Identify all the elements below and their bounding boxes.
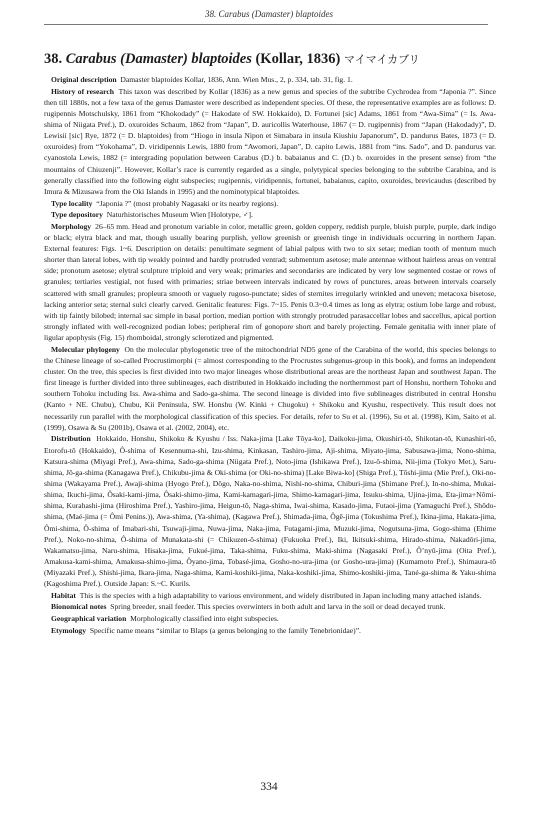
section-text: This taxon was described by Kollar (1836) as a new genus and species of the subtribe Cychrodea from “Japonia ?”. Since then till 1880s, not a few taxa of the genus Damaster were described as independent species. Of these, the representative examples are as follows: D. rugipennis Motschulsky, 1861 from “Khokodady” (= Hakodate of SW. Hokkaido), D. Fortunei [sic] Adams, 1861 from “Awa-Sima” (= Is. Awa-shima of Niigata Pref.), D. oxuroides Schaum, 1862 from “Japan”, D. auricollis Waterhouse, 1867 (= D. rugipennis) from “Japan (Hakodady)”, D. Lewisii [sic] Rye, 1872 (= D. blaptoides) from “Hiogo in insula Nipon et Simabara in insula Kiushiu Japanorum”, D. pandurus Bates, 1873 (= D. oxuroides) from “Yokohama”, D. viridipennis Lewis, 1880 from “Awomori, Japan”, D. capito Lewis, 1881 from “ins. Sado”, and D. pandurus var. cyanostola Lewis, 1882 (= intergrading population between Carabus (D.) b. babaianus and C. (D.) b. oxuroides in the present sense) from “the mountains of Chiuzenji”. However, Kollar’s race is currently regarded as a single, polytypical species belonging to the subtribe Carabina, and is generally classified into the following eight subspecies; rugipennis, viridipennis, fortunei, babaianus, capito, oxuroides, brevicaudus (described by Imura & Mizusawa from the Oki Islands in 1995) and the nominotypical blaptoides. [44,86,497,196]
species-scientific-name: Carabus (Damaster) blaptoides [65,51,252,67]
section-label: Type locality [51,198,93,208]
section-original-description [44,74,496,85]
section-history-of-research [44,86,496,198]
section-label: Morphology [51,221,92,231]
section-bionomical-notes [44,601,496,612]
section-label: Bionomical notes [51,602,107,612]
section-habitat [44,590,496,601]
section-text: Spring breeder, snail feeder. This species overwinters in both adult and larva in the soil or dead decayed trunk. [110,602,446,612]
section-text: Damaster blaptoides Kollar, 1836, Ann. Wien Mus., 2, p. 334, tab. 31, fig. 1. [120,75,353,84]
section-morphology [44,221,496,344]
page-number: 334 [260,781,278,793]
section-label: Molecular phylogeny [51,344,120,354]
section-label: Etymology [51,625,87,635]
section-type-depository [44,209,496,220]
section-text: 26–65 mm. Head and pronotum variable in color, metallic green, golden coppery, reddish purple, bluish purple, purple, dark indigo or black; elytra black and mat, though usually bearing purplish, yellow greenish or greenish tinge in individuals occurring in northern Japan. External features: Figs. 1~6. Description on details: penultimate segment of labial palpus with two to six setae; median tooth of mentum much shorter than lateral lobes, with tip weakly pointed and hardly protruded ventrad; submentum asetose; male antennae without hairless areas on ventral side; pronotum asetose; elytral sculpture triploid and very weak; primaries and secondaries are indicated by very low segmented costae or rows of granules; tertiaries vestigial, not fused with primaries; striae between intervals indicated by rows of punctures, areas between intervals coarsely scattered with small granules; propleura smooth or vaguely rugoso-punctate; sides of sternites irregularly wrinkled and uneven; metacoxa bisetose, lacking anterior seta; sternal sulci clearly carved. Genitalic features: Figs. 7~15. Penis 0.3~0.4 times as long as elytra; ostium lobe large and robust, with tip faintly bilobed; internal sac simple in basal portion, median portion with strongly protruded parasaccellar lobes and saccellus, apical portion strongly inflated with well-recognized podian lobes; peripheral rim of gonopore short and barely projecting. Female genitalia with inner plate of ligular apophysis (Fig. 15) rhomboidal, strongly sclerotized and pigmented. [44,221,497,343]
section-geographical-variation [44,613,496,624]
section-label: Type depository [51,210,103,220]
section-text: Morphologically classified into eight subspecies. [130,614,279,624]
species-number: 38. [44,51,63,67]
species-title [44,50,494,69]
section-label: History of research [51,86,114,96]
section-text: Naturhistorisches Museum Wien [Holotype, ♂]. [106,210,253,220]
section-text: Specific name means “similar to Blaps (a genus belonging to the family Tenebrionidae)”. [89,625,361,635]
running-head: 38. Carabus (Damaster) blaptoides [205,9,333,19]
section-label: Geographical variation [51,614,127,624]
section-label: Distribution [51,434,91,444]
header-rule [44,24,488,25]
section-text: “Japonia ?” (most probably Nagasaki or its nearby regions). [96,198,279,208]
section-type-locality [44,198,496,209]
section-molecular-phylogeny [44,344,496,433]
species-account-body [44,74,496,636]
section-label: Habitat [51,590,76,600]
section-text: This is the species with a high adaptability to various environment, and widely distributed in Japan including many attached islands. [79,590,482,600]
section-text: Hokkaido, Honshu, Shikoku & Kyushu / Iss. Naka-jima [Lake Tôya-ko], Daikoku-jima, Okushiri-tô, Shikotan-tô, Kunashiri-tô, Etorofu-tô (Hokkaido), Ô-shima of Kesennuma-shi, Izu-shima, Kinkasan, Tashiro-jima, Aji-shima, Miyato-jima, Sabusawa-jima, Nono-shima, Katsura-shima (Miyagi Pref.), Awa-shima, Sado-ga-shima (Niigata Pref.), Noto-jima (Ishikawa Pref.), Izu-ô-shima, Nii-jima (Tokyo Met.), Saru-shima, Jô-ga-shima (Kanagawa Pref.), Chikubu-jima & Oki-shima (or Oki-no-shima) [Lake Biwa-ko] (Shiga Pref.), Tôshi-jima (Mie Pref.), Oki-no-shima (Wakayama Pref.), Awaji-shima (Hyogo Pref.), Dôgo, Naka-no-shima, Nishi-no-shima, Chiburi-jima (Shimane Pref.), In-no-shima, Mukai-shima, Ikuchi-jima, Ôsaki-kami-jima, Ôsaki-shimo-jima, Kami-kamagari-jima, Shimo-kamagari-jima, Itsuku-shima, Ujina-jima, Eta-jima+Nômi-shima, Kurahashi-jima (Hiroshima Pref.), Yashiro-jima, Heigun-tô, Naga-shima, Iwai-shima, Kasado-jima, Futaoi-jima (Yamaguchi Pref.), Shôdo-shima, (Maé-jima (= Ômi Penins.)), Awa-shima, (Ya-shima), (Kagawa Pref.), Shimada-jima, Ôgê-jima (Tokushima Pref.), Ikina-jima, Hakata-jima, Ômi-shima, Ô-shima of Imabari-shi, Tsuwaji-jima, Nuwa-jima, Naka-jima, Futagami-jima, Muzuki-jima, Nogutsuna-jima, Gogo-shima (Ehime Pref.), Noko-no-shima, Ô-shima of Munakata-shi (= Chikuzen-ô-shima) (Fukuoka Pref.), Iki, Ikitsuki-shima, Hirado-shima, Nakadôri-jima, Wakamatsu-jima, Naru-shima, Hisaka-jima, Fukué-jima, Taka-shima, Fuku-shima, Maki-shima (Nagasaki Pref.), Ô’nyû-jima (Oita Pref.), Amakusa-kami-shima, Amakusa-shimo-jima, Ôyano-jima, Tobasé-jima, Gosho-no-ura-jima (or Gosho-ura-jima) (Kumamoto Pref.), Shimaura-tô (Miyazaki Pref.), Shishi-jima, Ikara-jima, Naga-shima, Kami-koshiki-jima, Naka-koshiki-jima, Shimo-koshiki-jima, Tané-ga-shima & Yaku-shima (Kagoshima Pref.). Outside Japan: S.~C. Kurils. [44,434,496,589]
species-japanese-name: マイマイカブリ [343,53,420,66]
section-text: On the molecular phylogenetic tree of the mitochondrial ND5 gene of the Carabina of the world, this species belongs to the Chinese lineage of so-called Procrustimorphi (= almost corresponding to the Procrustes subgenus-group in this book), and forms an independent cluster. On the tree, this species is first divided into two major lineages whose distributional areas are the northeast Japan and southwest Japan. The first lineage is further divided into three sublineages, each distributed in Hokkaido including the northernmost part of Honshu, northern Tohoku and southern Tohoku including Iss. Awa-shima and Sado-ga-shima. The second lineage is divided into five sublineages distributed in central Honshu (Kanto + NE. Chubu), Chubu, Kii Peninsula, SW. Honshu (W. Kinki + Chugoku) + Shikoku and Kyushu, respectively. This result does not necessarily run parallel with the morphological classification of this species. For details, refer to Su et al. (1996), Su et al. (1998), Kim, Saito et al. (1999), Osawa & Su (2001b), Osawa et al. (2002, 2004), etc. [44,344,496,432]
species-author: (Kollar, 1836) [255,51,341,67]
section-distribution [44,433,496,589]
section-label: Original description [51,75,117,84]
section-etymology [44,625,496,636]
